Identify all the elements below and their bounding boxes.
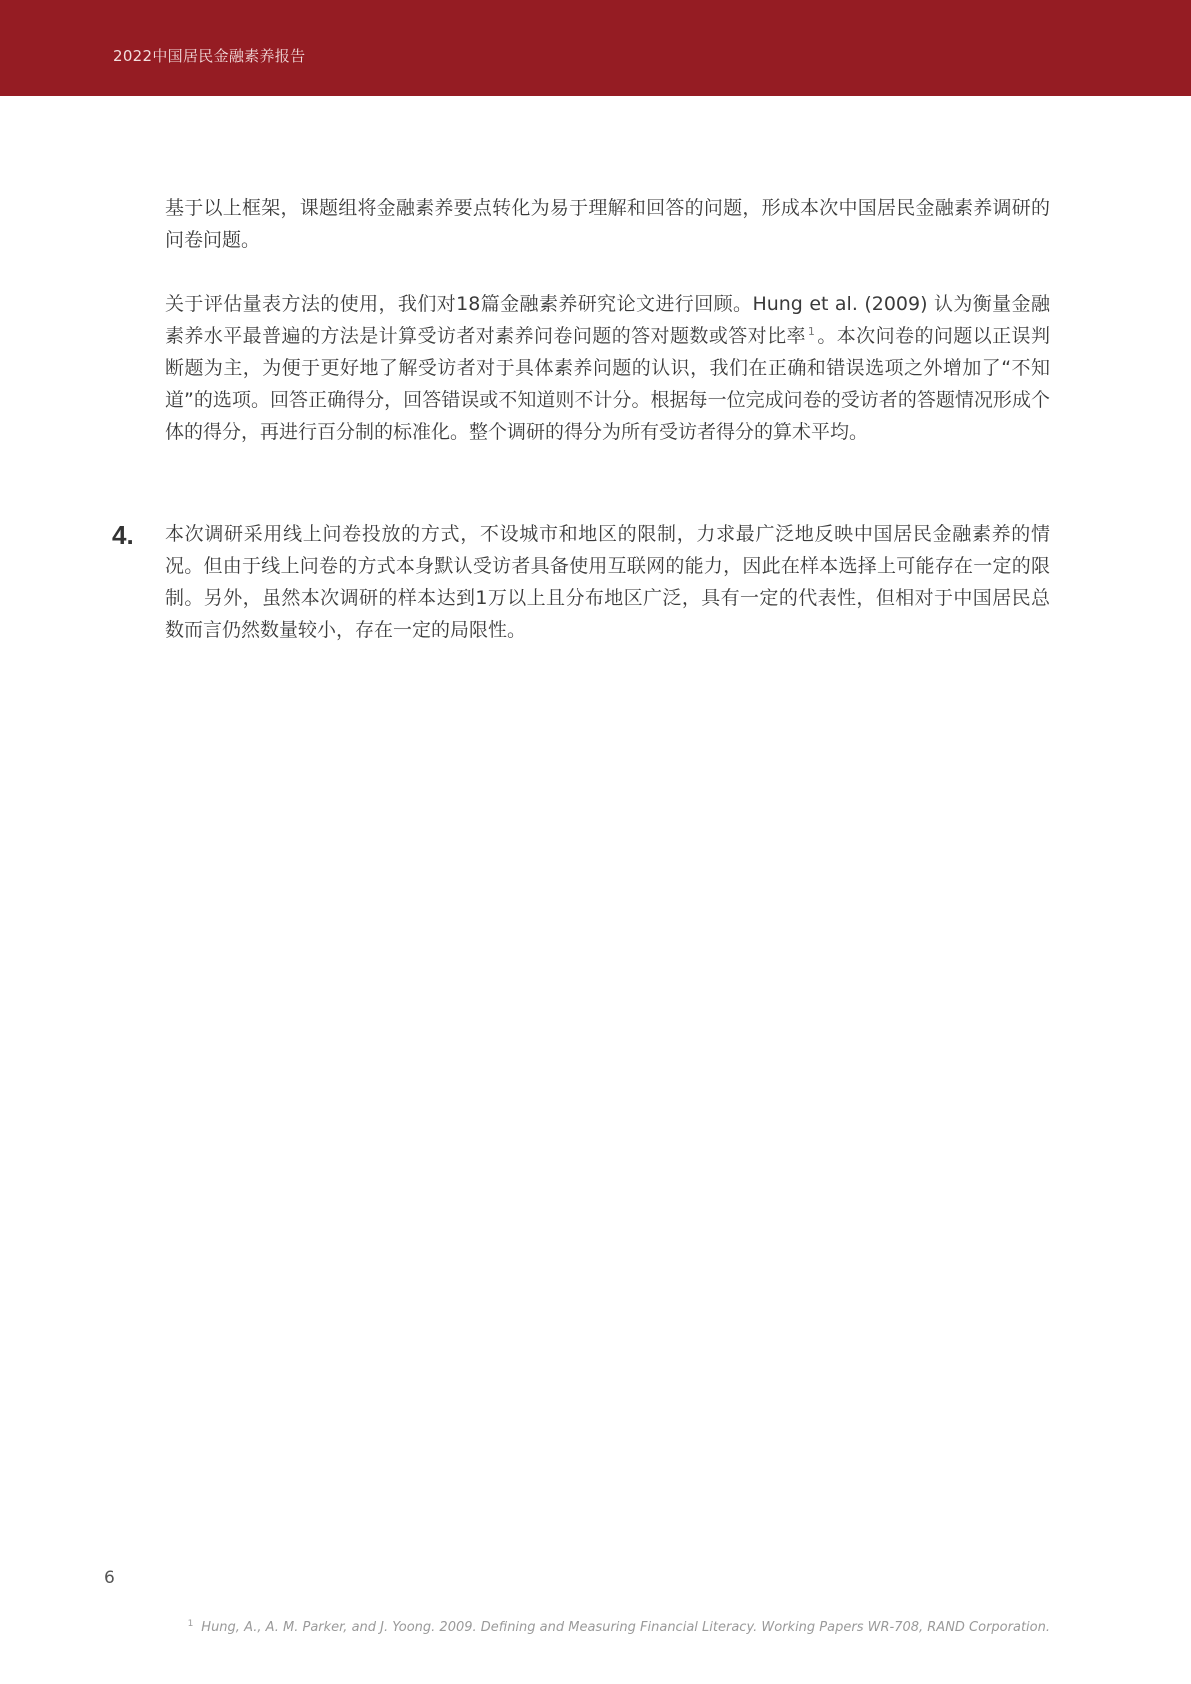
- footnote-text: Hung, A., A. M. Parker, and J. Yoong. 2009. Defining and Measuring Financial Literacy. Working Papers WR-708, RAND Corporation.: [201, 1620, 1050, 1635]
- report-title: 2022中国居民金融素养报告: [113, 47, 306, 65]
- footnote-reference[interactable]: 1: [807, 324, 815, 338]
- list-item-text: 本次调研采用线上问卷投放的方式，不设城市和地区的限制，力求最广泛地反映中国居民金融素养的情况。但由于线上问卷的方式本身默认受访者具备使用互联网的能力，因此在样本选择上可能存在一定的限制。另外，虽然本次调研的样本达到1万以上且分布地区广泛，具有一定的代表性，但相对于中国居民总数而言仍然数量较小，存在一定的局限性。: [165, 523, 1050, 641]
- footnote: [188, 1619, 1050, 1637]
- paragraph-text-part-2: 。本次问卷的问题以正误判断题为主，为便于更好地了解受访者对于具体素养问题的认识，我们在正确和错误选项之外增加了“不知道”的选项。回答正确得分，回答错误或不知道则不计分。根据每一位完成问卷的受访者的答题情况形成个体的得分，再进行百分制的标准化。整个调研的得分为所有受访者得分的算术平均。: [165, 325, 1050, 443]
- page-number: 6: [104, 1568, 115, 1588]
- paragraph-text-part-1: 关于评估量表方法的使用，我们对18篇金融素养研究论文进行回顾。Hung et al. (2009) 认为衡量金融素养水平最普遍的方法是计算受访者对素养问卷问题的答对题数或答对比率: [165, 293, 1050, 347]
- list-item-number: 4.: [112, 520, 134, 550]
- footnote-mark: 1: [187, 1618, 194, 1629]
- report-header: [0, 0, 1191, 96]
- body-paragraph-scale-method: [165, 288, 1050, 448]
- body-paragraph-framework: 基于以上框架，课题组将金融素养要点转化为易于理解和回答的问题，形成本次中国居民金融素养调研的问卷问题。: [165, 197, 1050, 251]
